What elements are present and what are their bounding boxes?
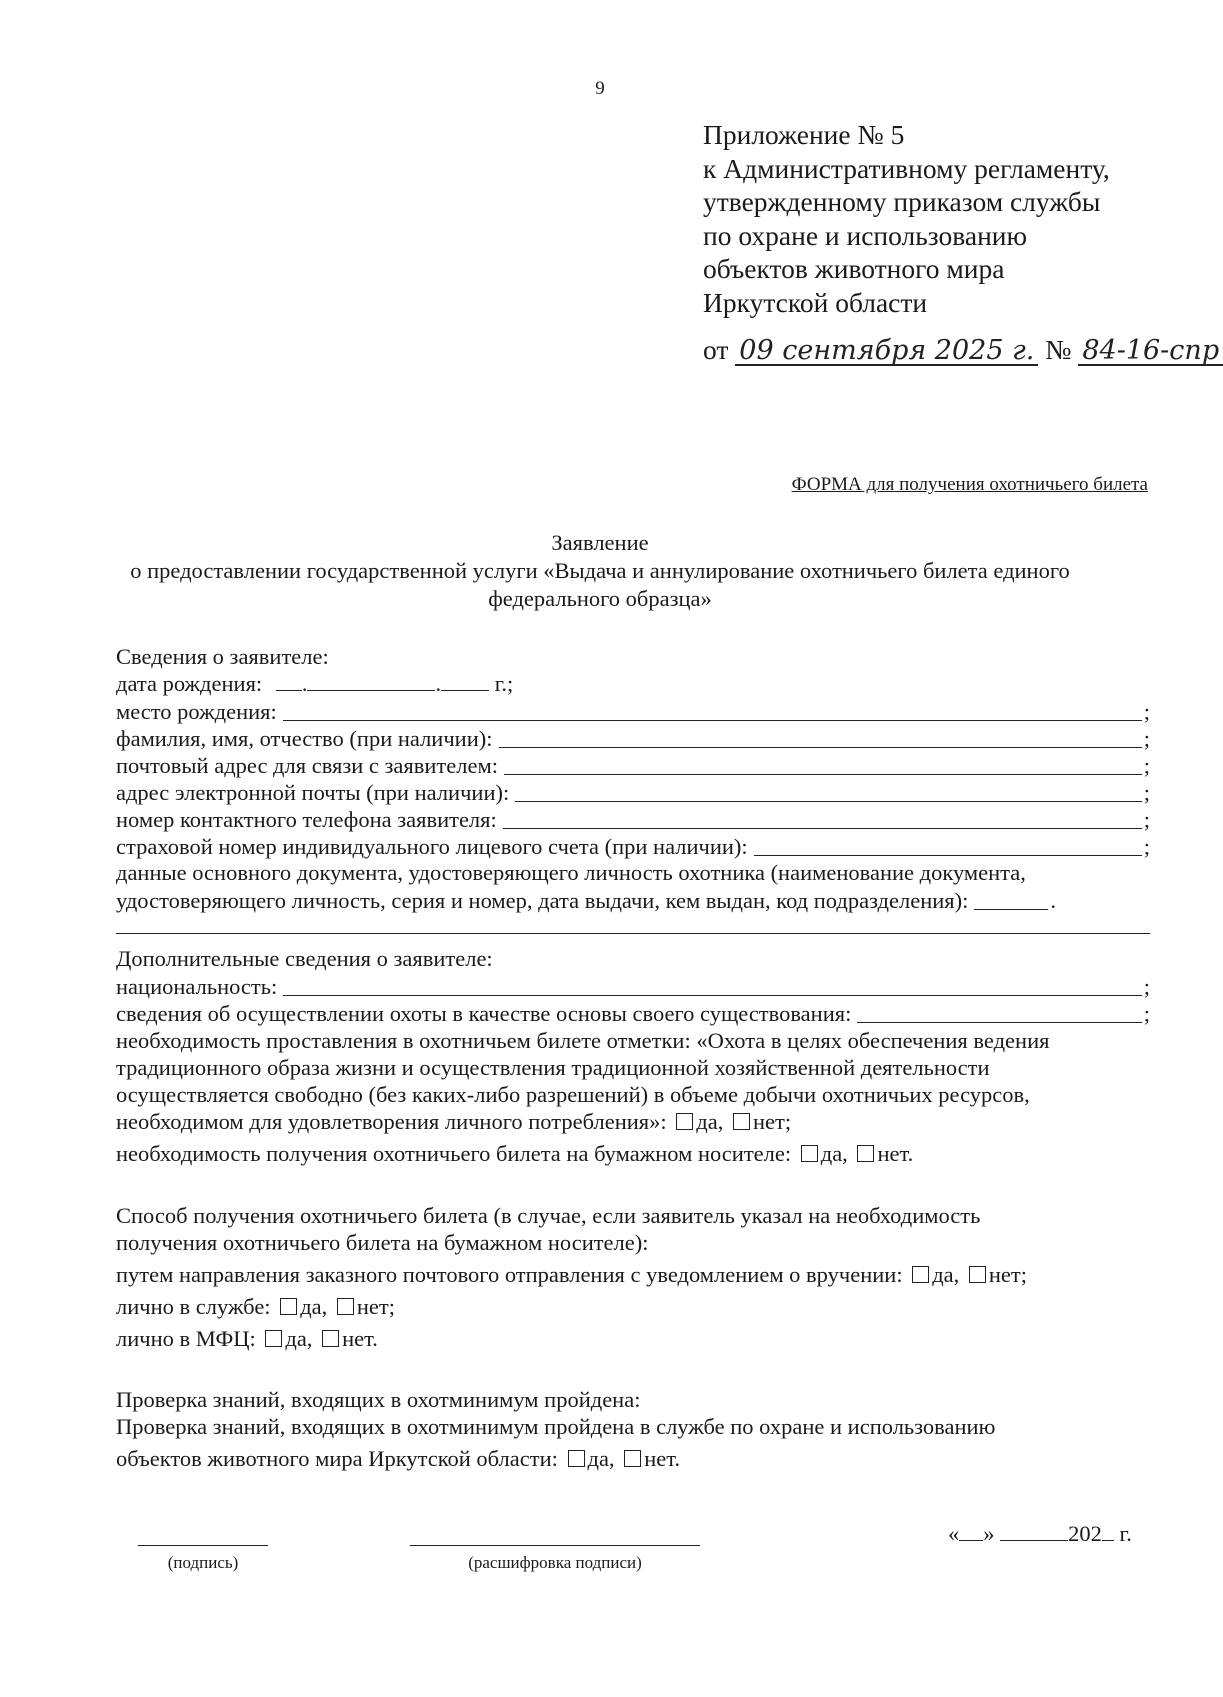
semicolon: ; <box>1143 780 1150 805</box>
birth-month-field[interactable] <box>307 672 435 691</box>
snils-label: страховой номер индивидуального лицевого счета (при наличии): <box>116 834 748 859</box>
mark-choice-row <box>116 1109 1150 1136</box>
knowledge-heading: Проверка знаний, входящих в охотминимум пройдена: <box>116 1387 641 1412</box>
appendix-line: утвержденному приказом службы <box>703 186 1101 217</box>
birth-date-label: дата рождения: <box>116 671 263 696</box>
year-prefix: 202 <box>1068 1521 1102 1546</box>
yes-label: да, <box>300 1294 328 1319</box>
no-label: нет. <box>342 1326 378 1351</box>
date-open-quote: « <box>948 1521 960 1546</box>
statement-title: Заявление <box>551 530 649 555</box>
year-digit-field[interactable] <box>1102 1522 1114 1541</box>
semicolon: ; <box>1143 807 1150 832</box>
mark-yes-checkbox[interactable] <box>676 1113 693 1130</box>
from-label: от <box>703 334 729 365</box>
id-document-text: данные основного документа, удостоверяющего личность охотника (наименование документа, <box>116 860 1026 885</box>
birth-place-field[interactable] <box>283 719 1142 721</box>
no-label: нет; <box>988 1262 1028 1287</box>
year-suffix: г. <box>1119 1521 1132 1546</box>
knowledge-yes-checkbox[interactable] <box>568 1450 585 1467</box>
phone-field[interactable] <box>503 827 1142 829</box>
knowledge-no-checkbox[interactable] <box>624 1450 641 1467</box>
mail-choice-row <box>116 1262 1150 1289</box>
handwritten-number: 84-16-спр <box>1078 338 1223 366</box>
email-field[interactable] <box>515 800 1142 802</box>
nationality-row <box>116 973 1150 1000</box>
semicolon: ; <box>1143 974 1150 999</box>
mail-yes-checkbox[interactable] <box>912 1266 929 1283</box>
method-heading-cont: получения охотничьего билета на бумажном носителе): <box>116 1230 649 1255</box>
id-document-row <box>116 887 1150 914</box>
birth-year-suffix: г.; <box>494 671 514 696</box>
paper-label: необходимость получения охотничьего билета на бумажном носителе: <box>116 1141 792 1166</box>
month-field[interactable] <box>1000 1522 1068 1541</box>
nationality-field[interactable] <box>283 994 1141 996</box>
service-label: лично в службе: <box>116 1294 271 1319</box>
statement-subtitle: о предоставлении государственной услуги «Выдача и аннулирование охотничьего билета единого <box>130 558 1070 583</box>
hunting-basis-label: сведения об осуществлении охоты в качестве основы своего существования: <box>116 1001 852 1026</box>
yes-label: да, <box>285 1326 313 1351</box>
appendix-line: к Административному регламенту, <box>703 152 1110 184</box>
birth-day-field[interactable] <box>276 672 302 691</box>
yes-label: да, <box>820 1141 848 1166</box>
full-name-label: фамилия, имя, отчество (при наличии): <box>116 726 493 751</box>
mfc-yes-checkbox[interactable] <box>265 1330 282 1347</box>
date-signed <box>948 1521 1132 1547</box>
period: . <box>1050 888 1056 913</box>
hunting-basis-row <box>116 1000 1150 1027</box>
birth-place-label: место рождения: <box>116 699 277 724</box>
mfc-choice-row <box>116 1326 1150 1353</box>
knowledge-label: объектов животного мира Иркутской области: <box>116 1446 558 1471</box>
knowledge-text: Проверка знаний, входящих в охотминимум пройдена в службе по охране и использованию <box>116 1414 996 1439</box>
appendix-line: по охране и использованию <box>703 219 1028 251</box>
statement-subtitle-cont: федерального образца» <box>488 586 712 611</box>
date-close-quote: » <box>983 1521 995 1546</box>
service-yes-checkbox[interactable] <box>280 1298 297 1315</box>
semicolon: ; <box>1143 1001 1150 1026</box>
email-label: адрес электронной почты (при наличии): <box>116 780 510 805</box>
additional-heading: Дополнительные сведения о заявителе: <box>116 946 493 971</box>
signature-decoding-field[interactable] <box>410 1545 700 1546</box>
paper-choice-row <box>116 1141 1150 1168</box>
mark-text: традиционного образа жизни и осуществления традиционной хозяйственной деятельности <box>116 1055 990 1080</box>
id-document-label: удостоверяющего личность, серия и номер, дата выдачи, кем выдан, код подразделения): <box>116 888 969 913</box>
service-no-checkbox[interactable] <box>337 1298 354 1315</box>
page-number: 9 <box>595 78 605 99</box>
number-label: № <box>1045 334 1072 365</box>
birth-year-field[interactable] <box>441 672 489 691</box>
mark-text: осуществляется свободно (без каких-либо разрешений) в объеме добычи охотничьих ресурсов, <box>116 1082 1030 1107</box>
no-label: нет; <box>752 1109 792 1134</box>
snils-field[interactable] <box>754 854 1142 856</box>
mail-no-checkbox[interactable] <box>969 1266 986 1283</box>
snils-row <box>116 833 1150 860</box>
mfc-no-checkbox[interactable] <box>322 1330 339 1347</box>
email-row <box>116 779 1150 806</box>
no-label: нет. <box>644 1446 680 1471</box>
order-approval-line <box>703 334 1223 366</box>
knowledge-choice-row <box>116 1446 1150 1473</box>
decoding-caption: (расшифровка подписи) <box>468 1553 642 1572</box>
form-label: ФОРМА для получения охотничьего билета <box>791 474 1148 495</box>
birth-place-row <box>116 698 1150 725</box>
mark-text: необходимость проставления в охотничьем билете отметки: «Охота в целях обеспечения ведения <box>116 1028 1050 1053</box>
mark-no-checkbox[interactable] <box>733 1113 750 1130</box>
day-field[interactable] <box>959 1522 983 1541</box>
yes-label: да, <box>696 1109 724 1134</box>
mark-label: необходимом для удовлетворения личного потребления»: <box>116 1109 667 1134</box>
nationality-label: национальность: <box>116 974 278 999</box>
semicolon: ; <box>1143 753 1150 778</box>
birth-date-row: дата рождения: . . г.; <box>116 671 514 696</box>
no-label: нет. <box>877 1141 914 1166</box>
id-document-extra-field[interactable] <box>116 933 1150 934</box>
phone-row <box>116 806 1150 833</box>
service-choice-row <box>116 1294 1150 1321</box>
yes-label: да, <box>587 1446 615 1471</box>
handwritten-date: 09 сентября 2025 г. <box>735 338 1038 366</box>
appendix-line: Приложение № 5 <box>703 119 905 150</box>
phone-label: номер контактного телефона заявителя: <box>116 807 497 832</box>
semicolon: ; <box>1143 699 1150 724</box>
applicant-heading: Сведения о заявителе: <box>116 644 329 669</box>
signature-field[interactable] <box>138 1545 268 1546</box>
signature-caption: (подпись) <box>167 1553 239 1572</box>
postal-address-row <box>116 752 1150 779</box>
mail-label: путем направления заказного почтового отправления с уведомлением о вручении: <box>116 1262 903 1287</box>
full-name-field[interactable] <box>499 746 1142 748</box>
id-document-field[interactable] <box>974 908 1048 910</box>
paper-no-checkbox[interactable] <box>857 1145 874 1162</box>
postal-address-label: почтовый адрес для связи с заявителем: <box>116 753 498 778</box>
appendix-line: объектов животного мира <box>703 253 1005 284</box>
no-label: нет; <box>356 1294 395 1319</box>
paper-yes-checkbox[interactable] <box>801 1145 818 1162</box>
full-name-row <box>116 725 1150 752</box>
hunting-basis-field[interactable] <box>857 1021 1141 1023</box>
postal-address-field[interactable] <box>504 773 1142 775</box>
yes-label: да, <box>932 1262 960 1287</box>
appendix-line: Иркутской области <box>703 286 928 318</box>
method-heading: Способ получения охотничьего билета (в случае, если заявитель указал на необходимость <box>116 1203 981 1228</box>
semicolon: ; <box>1143 834 1150 859</box>
appendix-block <box>703 118 1110 319</box>
semicolon: ; <box>1143 726 1150 751</box>
mfc-label: лично в МФЦ: <box>116 1326 256 1351</box>
